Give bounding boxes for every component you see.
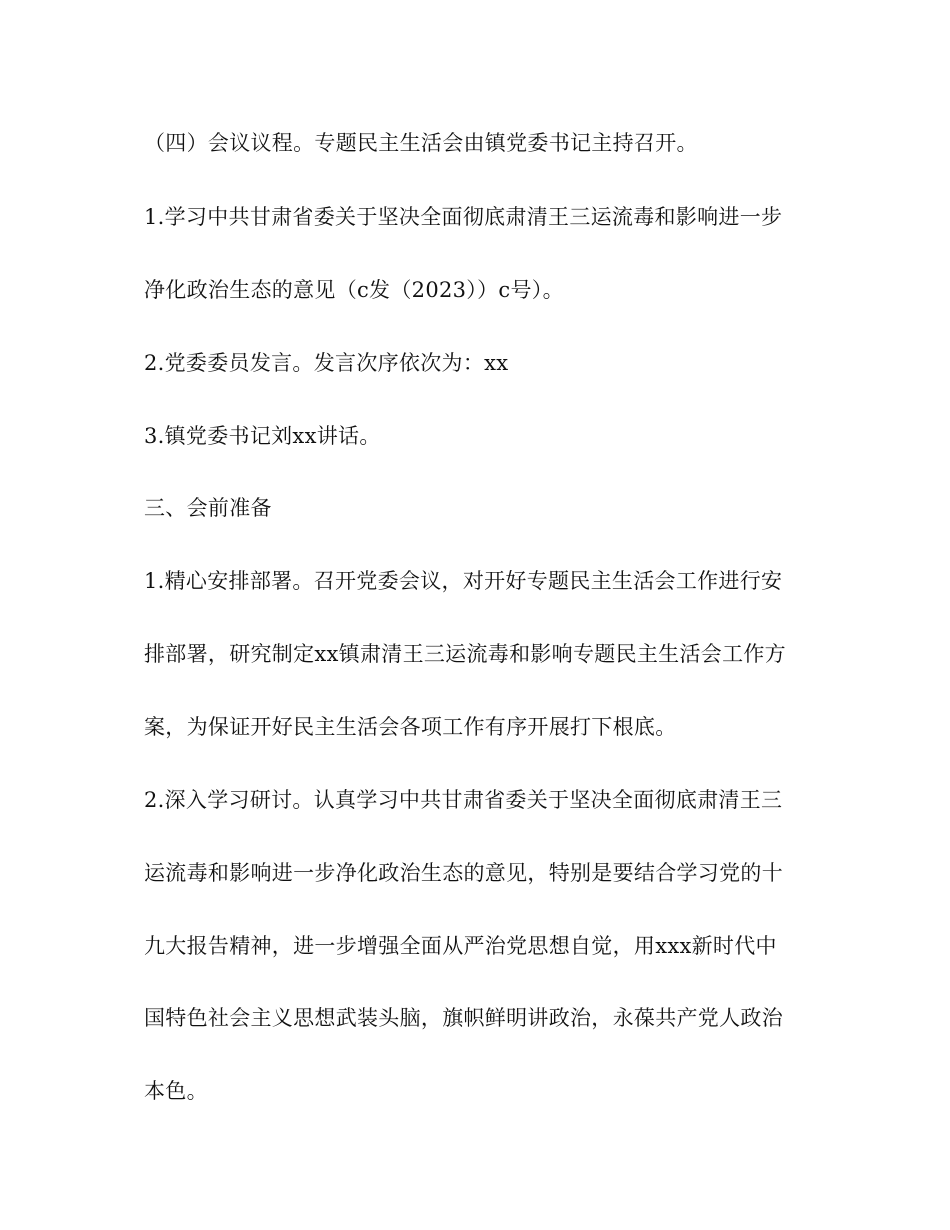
agenda-item-3: 3.镇党委书记刘xx讲话。 (144, 424, 381, 448)
agenda-item-1-line-1: 1.学习中共甘肃省委关于坚决全面彻底肃清王三运流毒和影响进一步 (144, 205, 783, 229)
agenda-item-1-line-2: 净化政治生态的意见（c发（2023））c号）。 (144, 278, 564, 302)
prep-item-2-line-3: 九大报告精神，进一步增强全面从严治党思想自觉，用xxx新时代中 (144, 934, 777, 958)
prep-item-2-line-4: 国特色社会主义思想武装头脑，旗帜鲜明讲政治，永葆共产党人政治 (144, 1006, 783, 1030)
prep-item-1-line-3: 案，为保证开好民主生活会各项工作有序开展打下根底。 (144, 715, 677, 739)
agenda-heading: （四）会议议程。专题民主生活会由镇党委书记主持召开。 (144, 131, 698, 155)
section-heading-preparation: 三、会前准备 (144, 496, 272, 520)
prep-item-1-line-2: 排部署，研究制定xx镇肃清王三运流毒和影响专题民主生活会工作方 (144, 642, 786, 666)
agenda-item-2: 2.党委委员发言。发言次序依次为：xx (144, 351, 509, 375)
prep-item-1-line-1: 1.精心安排部署。召开党委会议，对开好专题民主生活会工作进行安 (144, 569, 783, 593)
prep-item-2-line-5: 本色。 (144, 1079, 208, 1103)
prep-item-2-line-1: 2.深入学习研讨。认真学习中共甘肃省委关于坚决全面彻底肃清王三 (144, 788, 783, 812)
prep-item-2-line-2: 运流毒和影响进一步净化政治生态的意见，特别是要结合学习党的十 (144, 861, 783, 885)
